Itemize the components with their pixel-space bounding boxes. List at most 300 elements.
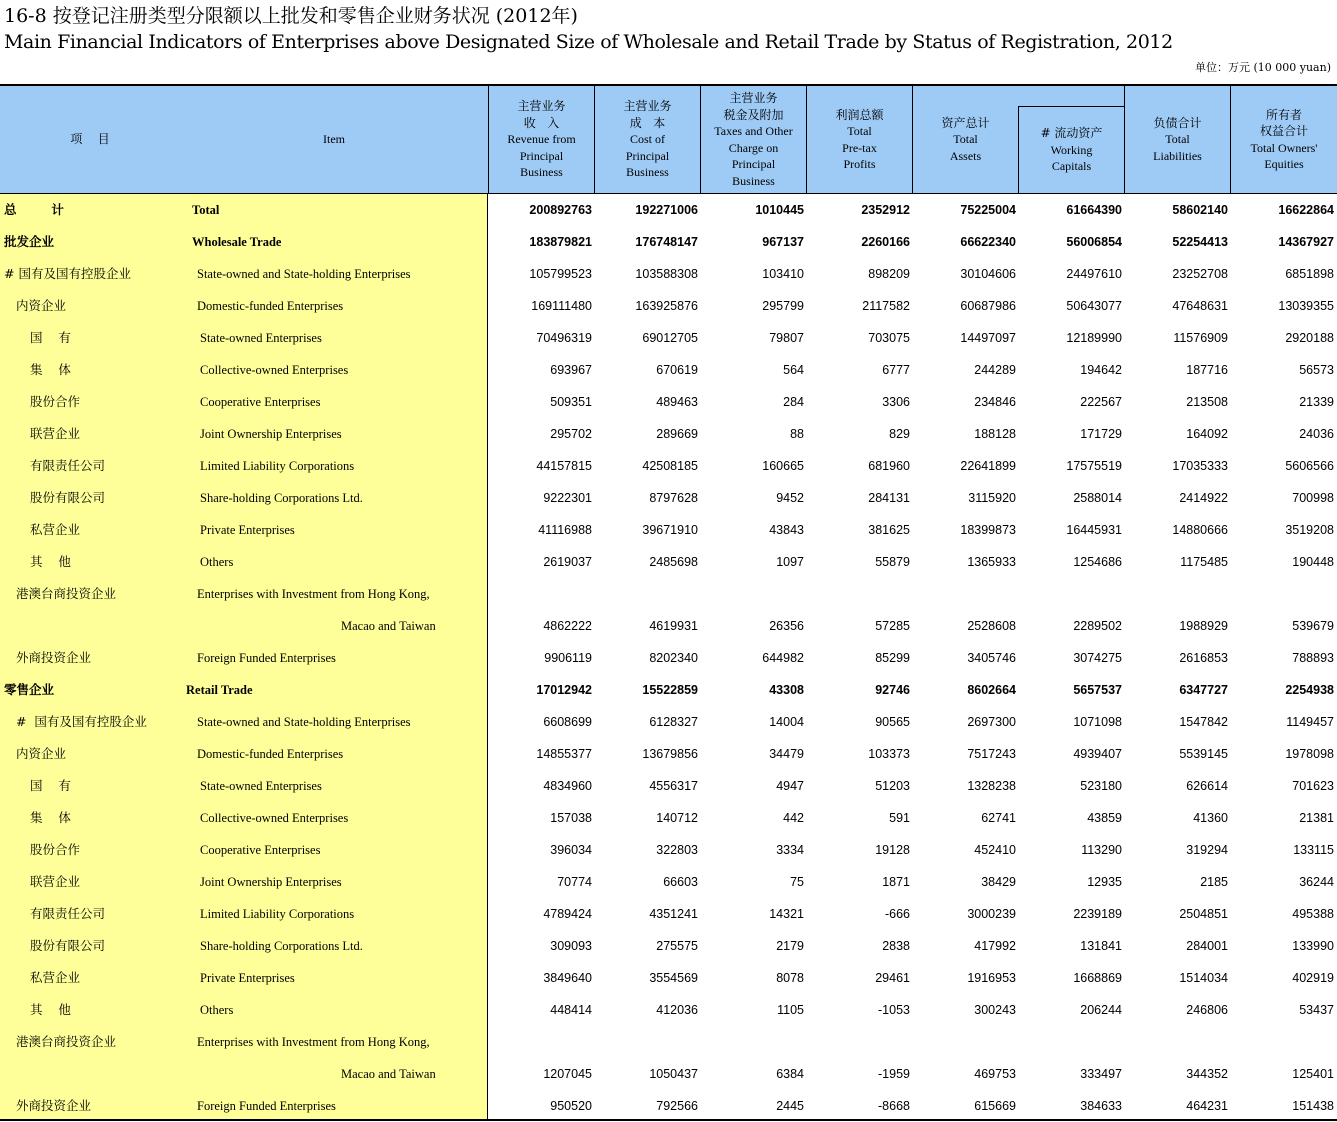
cell-working-capitals: 1071098 bbox=[1073, 715, 1122, 729]
cell-profits: 90565 bbox=[875, 715, 910, 729]
cell-revenue: 693967 bbox=[550, 363, 592, 377]
table-header bbox=[0, 86, 1337, 194]
header-cost bbox=[594, 86, 700, 193]
cell-assets: 30104606 bbox=[960, 267, 1016, 281]
cell-liabilities: 52254413 bbox=[1172, 235, 1228, 249]
cell-assets: 66622340 bbox=[960, 235, 1016, 249]
header-profits bbox=[806, 86, 912, 193]
cell-working-capitals: 2289502 bbox=[1073, 619, 1122, 633]
row-label-en: Domestic-funded Enterprises bbox=[197, 299, 344, 313]
cell-liabilities bbox=[1128, 578, 1228, 610]
row-label-cn: # 国有及国有控股企业 bbox=[4, 266, 131, 281]
table-row bbox=[0, 450, 1337, 482]
cell-liabilities: 5539145 bbox=[1179, 747, 1228, 761]
cell-revenue: 105799523 bbox=[529, 267, 592, 281]
cell-profits: 898209 bbox=[868, 267, 910, 281]
row-label-en: State-owned and State-holding Enterprises bbox=[197, 267, 411, 281]
row-label-en: Share-holding Corporations Ltd. bbox=[200, 491, 363, 505]
cell-equities: 36244 bbox=[1299, 875, 1334, 889]
cell-assets: 300243 bbox=[974, 1003, 1016, 1017]
cell-taxes: 6384 bbox=[776, 1067, 804, 1081]
cell-profits: 103373 bbox=[868, 747, 910, 761]
cell-working-capitals: 2588014 bbox=[1073, 491, 1122, 505]
cell-cost: 39671910 bbox=[642, 523, 698, 537]
cell-assets: 2528608 bbox=[967, 619, 1016, 633]
row-label-cn: 股份合作 bbox=[30, 394, 81, 409]
cell-revenue: 2619037 bbox=[543, 555, 592, 569]
cell-working-capitals: 333497 bbox=[1080, 1067, 1122, 1081]
cell-equities: 125401 bbox=[1292, 1067, 1334, 1081]
cell-cost: 13679856 bbox=[642, 747, 698, 761]
cell-assets bbox=[916, 1026, 1016, 1058]
cell-taxes: 14321 bbox=[769, 907, 804, 921]
cell-cost: 1050437 bbox=[649, 1067, 698, 1081]
cell-cost: 8797628 bbox=[649, 491, 698, 505]
cell-equities: 1978098 bbox=[1285, 747, 1334, 761]
cell-equities: 151438 bbox=[1292, 1099, 1334, 1113]
table-row bbox=[0, 322, 1337, 354]
cell-working-capitals: 17575519 bbox=[1066, 459, 1122, 473]
row-label-en: Joint Ownership Enterprises bbox=[200, 875, 342, 889]
cell-equities: 13039355 bbox=[1278, 299, 1334, 313]
cell-profits: 92746 bbox=[875, 683, 910, 697]
cell-assets: 2697300 bbox=[967, 715, 1016, 729]
cell-taxes: 644982 bbox=[762, 651, 804, 665]
table-row bbox=[0, 674, 1337, 706]
row-label-en: Enterprises with Investment from Hong Kong, bbox=[197, 587, 430, 601]
cell-liabilities: 2414922 bbox=[1179, 491, 1228, 505]
cell-profits: 381625 bbox=[868, 523, 910, 537]
cell-equities: 16622864 bbox=[1278, 203, 1334, 217]
table-row bbox=[0, 642, 1337, 674]
header-equities-cn: 所有者 权益合计 bbox=[1259, 107, 1308, 138]
table-row bbox=[0, 834, 1337, 866]
cell-liabilities: 47648631 bbox=[1172, 299, 1228, 313]
header-assets-en: Total Assets bbox=[949, 132, 982, 163]
cell-working-capitals: 222567 bbox=[1080, 395, 1122, 409]
cell-revenue bbox=[492, 1026, 592, 1058]
cell-assets: 3405746 bbox=[967, 651, 1016, 665]
table-row bbox=[0, 546, 1337, 578]
cell-profits: -1053 bbox=[878, 1003, 910, 1017]
row-label-en: Others bbox=[200, 1003, 234, 1017]
cell-revenue: 70496319 bbox=[536, 331, 592, 345]
table-row bbox=[0, 258, 1337, 290]
cell-taxes: 3334 bbox=[776, 843, 804, 857]
cell-equities: 53437 bbox=[1299, 1003, 1334, 1017]
table-title-english: Main Financial Indicators of Enterprises above Designated Size of Wholesale and Retail Trade by Status of Registration, 2012 bbox=[4, 31, 1173, 53]
cell-cost: 15522859 bbox=[642, 683, 698, 697]
row-label-cn: # 国有及国有控股企业 bbox=[16, 714, 147, 729]
cell-assets: 62741 bbox=[981, 811, 1016, 825]
table-row bbox=[0, 962, 1337, 994]
cell-taxes: 75 bbox=[790, 875, 804, 889]
header-assets-cn: 资产总计 bbox=[941, 115, 990, 130]
cell-equities: 56573 bbox=[1299, 363, 1334, 377]
table-row bbox=[0, 354, 1337, 386]
cell-assets: 60687986 bbox=[960, 299, 1016, 313]
row-label-cn: 有限责任公司 bbox=[30, 906, 106, 921]
row-label-en: Macao and Taiwan bbox=[341, 1067, 436, 1081]
header-working-capitals bbox=[1018, 106, 1124, 193]
header-cost-cn: 主营业务 成 本 bbox=[623, 99, 672, 130]
cell-working-capitals bbox=[1022, 578, 1122, 610]
cell-working-capitals: 2239189 bbox=[1073, 907, 1122, 921]
table-row bbox=[0, 482, 1337, 514]
cell-revenue: 70774 bbox=[557, 875, 592, 889]
cell-revenue: 4789424 bbox=[543, 907, 592, 921]
row-label-en: Private Enterprises bbox=[200, 523, 295, 537]
cell-cost: 176748147 bbox=[635, 235, 698, 249]
cell-taxes: 1097 bbox=[776, 555, 804, 569]
cell-revenue: 183879821 bbox=[529, 235, 592, 249]
table-row bbox=[0, 290, 1337, 322]
table-row bbox=[0, 418, 1337, 450]
row-label-cn: 联营企业 bbox=[30, 874, 81, 889]
cell-cost: 2485698 bbox=[649, 555, 698, 569]
cell-working-capitals: 61664390 bbox=[1066, 203, 1122, 217]
cell-liabilities: 1547842 bbox=[1179, 715, 1228, 729]
cell-profits bbox=[810, 578, 910, 610]
cell-equities: 3519208 bbox=[1285, 523, 1334, 537]
cell-profits: 681960 bbox=[868, 459, 910, 473]
cell-working-capitals: 43859 bbox=[1087, 811, 1122, 825]
cell-profits: 6777 bbox=[882, 363, 910, 377]
cell-equities: 133990 bbox=[1292, 939, 1334, 953]
cell-equities: 2254938 bbox=[1285, 683, 1334, 697]
cell-revenue: 200892763 bbox=[529, 203, 592, 217]
cell-taxes: 8078 bbox=[776, 971, 804, 985]
cell-cost: 4556317 bbox=[649, 779, 698, 793]
cell-revenue: 396034 bbox=[550, 843, 592, 857]
row-label-cn: 外商投资企业 bbox=[16, 650, 92, 665]
header-working-capitals-en: Working Capitals bbox=[1050, 142, 1093, 174]
row-label-cn: 批发企业 bbox=[4, 234, 55, 249]
cell-profits bbox=[810, 1026, 910, 1058]
cell-revenue: 169111480 bbox=[531, 299, 592, 313]
cell-profits: 51203 bbox=[875, 779, 910, 793]
cell-working-capitals: 206244 bbox=[1080, 1003, 1122, 1017]
row-label-en: Collective-owned Enterprises bbox=[200, 363, 349, 377]
cell-cost: 192271006 bbox=[635, 203, 698, 217]
header-liabilities bbox=[1124, 86, 1230, 193]
cell-working-capitals: 131841 bbox=[1080, 939, 1122, 953]
header-profits-cn: 利润总额 bbox=[835, 107, 884, 122]
cell-revenue: 9222301 bbox=[543, 491, 592, 505]
cell-working-capitals: 1254686 bbox=[1073, 555, 1122, 569]
cell-equities: 21381 bbox=[1299, 811, 1334, 825]
cell-cost: 3554569 bbox=[649, 971, 698, 985]
cell-liabilities: 164092 bbox=[1186, 427, 1228, 441]
cell-equities: 701623 bbox=[1292, 779, 1334, 793]
cell-working-capitals: 12189990 bbox=[1066, 331, 1122, 345]
table-row bbox=[0, 514, 1337, 546]
cell-profits: 2838 bbox=[882, 939, 910, 953]
cell-profits: 55879 bbox=[875, 555, 910, 569]
cell-cost: 8202340 bbox=[649, 651, 698, 665]
cell-profits: -666 bbox=[884, 907, 910, 921]
data-table bbox=[0, 84, 1337, 1121]
cell-cost: 6128327 bbox=[649, 715, 698, 729]
cell-working-capitals: 1668869 bbox=[1073, 971, 1122, 985]
cell-equities bbox=[1234, 578, 1334, 610]
row-label-cn: 私营企业 bbox=[30, 970, 81, 985]
cell-cost: 322803 bbox=[656, 843, 698, 857]
cell-working-capitals: 113290 bbox=[1081, 843, 1122, 857]
cell-taxes: 14004 bbox=[769, 715, 804, 729]
cell-profits: 2260166 bbox=[861, 235, 910, 249]
cell-taxes: 1105 bbox=[777, 1003, 804, 1017]
cell-liabilities: 58602140 bbox=[1172, 203, 1228, 217]
cell-taxes: 442 bbox=[783, 811, 804, 825]
cell-profits: 3306 bbox=[882, 395, 910, 409]
cell-revenue: 448414 bbox=[550, 1003, 592, 1017]
cell-assets: 188128 bbox=[974, 427, 1016, 441]
row-label-en: Retail Trade bbox=[186, 683, 253, 697]
table-row bbox=[0, 802, 1337, 834]
cell-revenue: 950520 bbox=[550, 1099, 592, 1113]
cell-assets: 3000239 bbox=[967, 907, 1016, 921]
cell-profits: 19128 bbox=[875, 843, 910, 857]
row-label-cn: 其 他 bbox=[30, 554, 71, 569]
header-item-cn bbox=[0, 86, 180, 193]
cell-revenue: 1207045 bbox=[543, 1067, 592, 1081]
cell-profits: 284131 bbox=[868, 491, 910, 505]
cell-taxes bbox=[704, 578, 804, 610]
cell-assets: 14497097 bbox=[960, 331, 1016, 345]
cell-cost: 412036 bbox=[656, 1003, 698, 1017]
row-label-en: Wholesale Trade bbox=[192, 235, 282, 249]
header-item-en-label: Item bbox=[323, 132, 345, 147]
cell-taxes: 1010445 bbox=[755, 203, 804, 217]
cell-liabilities: 284001 bbox=[1186, 939, 1228, 953]
table-row bbox=[0, 994, 1337, 1026]
cell-taxes: 564 bbox=[783, 363, 804, 377]
table-row bbox=[0, 1090, 1337, 1122]
cell-taxes bbox=[704, 1026, 804, 1058]
cell-equities: 24036 bbox=[1299, 427, 1334, 441]
row-label-en: State-owned and State-holding Enterprises bbox=[197, 715, 411, 729]
cell-cost: 792566 bbox=[656, 1099, 698, 1113]
header-assets bbox=[912, 86, 1018, 193]
row-label-en: Total bbox=[192, 203, 220, 217]
row-label-cn: 外商投资企业 bbox=[16, 1098, 92, 1113]
table-row bbox=[0, 226, 1337, 258]
row-label-cn: 集 体 bbox=[30, 810, 71, 825]
cell-working-capitals: 4939407 bbox=[1073, 747, 1122, 761]
cell-cost bbox=[598, 1026, 698, 1058]
cell-equities: 700998 bbox=[1292, 491, 1334, 505]
cell-equities: 190448 bbox=[1292, 555, 1334, 569]
cell-taxes: 79807 bbox=[769, 331, 804, 345]
cell-revenue: 9906119 bbox=[544, 651, 592, 665]
table-title-chinese: 16-8 按登记注册类型分限额以上批发和零售企业财务状况 (2012年) bbox=[4, 5, 578, 27]
row-label-cn: 联营企业 bbox=[30, 426, 81, 441]
cell-profits: 2352912 bbox=[861, 203, 910, 217]
row-label-en: Collective-owned Enterprises bbox=[200, 811, 349, 825]
cell-liabilities: 2616853 bbox=[1179, 651, 1228, 665]
table-row bbox=[0, 1026, 1337, 1058]
cell-liabilities: 319294 bbox=[1186, 843, 1228, 857]
cell-assets: 469753 bbox=[974, 1067, 1016, 1081]
cell-profits: 57285 bbox=[875, 619, 910, 633]
header-equities bbox=[1230, 86, 1337, 193]
cell-revenue: 4862222 bbox=[543, 619, 592, 633]
cell-assets: 18399873 bbox=[960, 523, 1016, 537]
row-label-cn: 股份有限公司 bbox=[30, 490, 106, 505]
table-row bbox=[0, 386, 1337, 418]
cell-profits: 2117582 bbox=[862, 299, 910, 313]
row-label-en: State-owned Enterprises bbox=[200, 779, 322, 793]
cell-liabilities bbox=[1128, 1026, 1228, 1058]
cell-taxes: 160665 bbox=[762, 459, 804, 473]
table-row bbox=[0, 1058, 1337, 1090]
cell-liabilities: 1514034 bbox=[1179, 971, 1228, 985]
cell-taxes: 43843 bbox=[769, 523, 804, 537]
header-cost-en: Cost of Principal Business bbox=[625, 132, 670, 180]
cell-equities: 2920188 bbox=[1285, 331, 1334, 345]
cell-assets: 1365933 bbox=[967, 555, 1016, 569]
row-label-cn: 内资企业 bbox=[16, 298, 67, 313]
cell-liabilities: 344352 bbox=[1186, 1067, 1228, 1081]
row-label-cn: 港澳台商投资企业 bbox=[16, 1034, 117, 1049]
cell-cost: 275575 bbox=[656, 939, 698, 953]
header-revenue bbox=[488, 86, 594, 193]
cell-liabilities: 187716 bbox=[1186, 363, 1228, 377]
cell-equities: 788893 bbox=[1292, 651, 1334, 665]
row-label-cn: 私营企业 bbox=[30, 522, 81, 537]
cell-taxes: 43308 bbox=[769, 683, 804, 697]
cell-assets: 75225004 bbox=[960, 203, 1016, 217]
table-row bbox=[0, 898, 1337, 930]
row-label-cn: 集 体 bbox=[30, 362, 71, 377]
row-label-en: Macao and Taiwan bbox=[341, 619, 436, 633]
header-working-capitals-cn: # 流动资产 bbox=[1040, 126, 1103, 141]
cell-liabilities: 2504851 bbox=[1179, 907, 1228, 921]
cell-equities: 402919 bbox=[1292, 971, 1334, 985]
cell-equities: 495388 bbox=[1292, 907, 1334, 921]
row-label-en: Enterprises with Investment from Hong Kong, bbox=[197, 1035, 430, 1049]
cell-revenue: 157038 bbox=[550, 811, 592, 825]
cell-revenue bbox=[492, 578, 592, 610]
cell-revenue: 44157815 bbox=[536, 459, 592, 473]
row-label-en: Others bbox=[200, 555, 234, 569]
row-label-en: Domestic-funded Enterprises bbox=[197, 747, 344, 761]
cell-profits: -8668 bbox=[878, 1099, 910, 1113]
cell-working-capitals: 16445931 bbox=[1066, 523, 1122, 537]
row-label-en: State-owned Enterprises bbox=[200, 331, 322, 345]
cell-cost: 163925876 bbox=[635, 299, 698, 313]
cell-cost: 4351241 bbox=[649, 907, 698, 921]
cell-cost bbox=[598, 578, 698, 610]
cell-revenue: 6608699 bbox=[543, 715, 592, 729]
cell-revenue: 309093 bbox=[550, 939, 592, 953]
cell-cost: 140712 bbox=[656, 811, 698, 825]
cell-assets: 244289 bbox=[974, 363, 1016, 377]
header-revenue-en: Revenue from Principal Business bbox=[507, 132, 576, 180]
row-label-cn: 国 有 bbox=[30, 778, 71, 793]
cell-revenue: 4834960 bbox=[543, 779, 592, 793]
cell-liabilities: 213508 bbox=[1186, 395, 1228, 409]
cell-equities: 21339 bbox=[1299, 395, 1334, 409]
header-profits-en: Total Pre-tax Profits bbox=[842, 124, 877, 171]
cell-liabilities: 17035333 bbox=[1172, 459, 1228, 473]
row-label-en: Foreign Funded Enterprises bbox=[197, 1099, 336, 1113]
cell-profits: -1959 bbox=[878, 1067, 910, 1081]
cell-revenue: 17012942 bbox=[536, 683, 592, 697]
header-item-cn-label: 项 目 bbox=[70, 132, 110, 147]
cell-liabilities: 6347727 bbox=[1179, 683, 1228, 697]
header-equities-en: Total Owners' Equities bbox=[1250, 140, 1318, 171]
row-label-cn: 其 他 bbox=[30, 1002, 71, 1017]
cell-taxes: 284 bbox=[783, 395, 804, 409]
row-label-en: Joint Ownership Enterprises bbox=[200, 427, 342, 441]
row-label-cn: 零售企业 bbox=[4, 682, 55, 697]
cell-liabilities: 464231 bbox=[1186, 1099, 1228, 1113]
cell-taxes: 2445 bbox=[776, 1099, 804, 1113]
row-label-cn: 总 计 bbox=[4, 202, 64, 217]
cell-working-capitals: 12935 bbox=[1087, 875, 1122, 889]
cell-revenue: 509351 bbox=[550, 395, 592, 409]
row-label-en: Cooperative Enterprises bbox=[200, 843, 321, 857]
cell-working-capitals: 5657537 bbox=[1073, 683, 1122, 697]
cell-taxes: 2179 bbox=[776, 939, 804, 953]
cell-profits: 29461 bbox=[875, 971, 910, 985]
table-row bbox=[0, 610, 1337, 642]
cell-cost: 66603 bbox=[663, 875, 698, 889]
cell-working-capitals: 194642 bbox=[1080, 363, 1122, 377]
row-label-cn: 有限责任公司 bbox=[30, 458, 106, 473]
table-row bbox=[0, 578, 1337, 610]
table-row bbox=[0, 706, 1337, 738]
row-label-cn: 股份有限公司 bbox=[30, 938, 106, 953]
table-row bbox=[0, 770, 1337, 802]
cell-working-capitals: 56006854 bbox=[1066, 235, 1122, 249]
cell-cost: 289669 bbox=[656, 427, 698, 441]
cell-working-capitals: 171729 bbox=[1080, 427, 1122, 441]
cell-liabilities: 1175485 bbox=[1180, 555, 1228, 569]
row-label-cn: 内资企业 bbox=[16, 746, 67, 761]
cell-profits: 829 bbox=[889, 427, 910, 441]
cell-taxes: 295799 bbox=[762, 299, 804, 313]
cell-profits: 85299 bbox=[875, 651, 910, 665]
table-row bbox=[0, 866, 1337, 898]
cell-revenue: 3849640 bbox=[543, 971, 592, 985]
row-label-cn: 国 有 bbox=[30, 330, 71, 345]
row-label-en: Limited Liability Corporations bbox=[200, 907, 355, 921]
cell-taxes: 103410 bbox=[762, 267, 804, 281]
cell-assets: 1328238 bbox=[967, 779, 1016, 793]
cell-taxes: 88 bbox=[790, 427, 804, 441]
header-item-en bbox=[180, 86, 488, 193]
cell-working-capitals: 24497610 bbox=[1066, 267, 1122, 281]
cell-assets: 3115920 bbox=[968, 491, 1016, 505]
header-taxes bbox=[700, 86, 806, 193]
unit-label: 单位：万元 (10 000 yuan) bbox=[1194, 61, 1331, 74]
cell-working-capitals: 523180 bbox=[1080, 779, 1122, 793]
table-row bbox=[0, 738, 1337, 770]
cell-cost: 670619 bbox=[656, 363, 698, 377]
row-label-en: Limited Liability Corporations bbox=[200, 459, 355, 473]
cell-profits: 591 bbox=[889, 811, 910, 825]
cell-equities: 1149457 bbox=[1286, 715, 1334, 729]
cell-taxes: 34479 bbox=[769, 747, 804, 761]
cell-assets: 8602664 bbox=[967, 683, 1016, 697]
cell-assets: 234846 bbox=[974, 395, 1016, 409]
cell-equities: 539679 bbox=[1292, 619, 1334, 633]
cell-profits: 703075 bbox=[868, 331, 910, 345]
cell-liabilities: 2185 bbox=[1200, 875, 1228, 889]
